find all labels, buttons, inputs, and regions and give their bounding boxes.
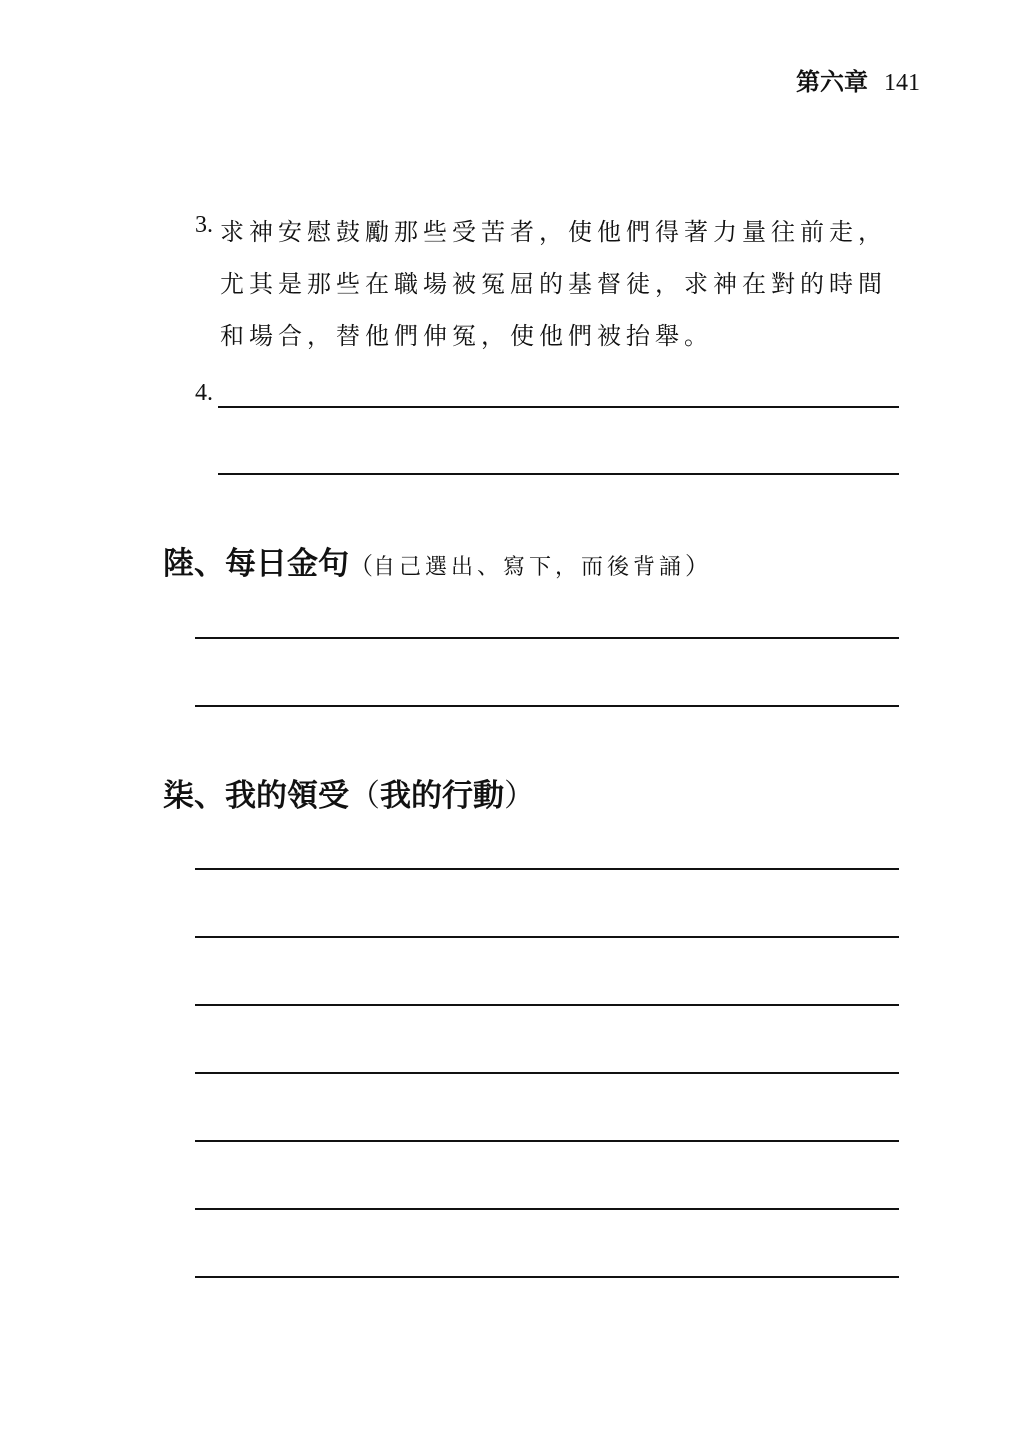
- section-daily-verse-heading: [163, 538, 709, 583]
- reception-writing-line-6[interactable]: [195, 1208, 899, 1210]
- section-my-reception-heading: [163, 770, 535, 815]
- item-3-line-1: 求神安慰鼓勵那些受苦者，使他們得著力量往前走，: [220, 218, 887, 246]
- section-my-reception-subheading: 我的行動: [380, 778, 504, 814]
- section-daily-verse-title: 陸、每日金句: [163, 546, 349, 582]
- item-3-line-3: 和場合，替他們伸冤，使他們被抬舉。: [220, 322, 713, 350]
- subheading-close-paren: ）: [504, 778, 535, 814]
- item-4-writing-line-1[interactable]: [218, 406, 899, 408]
- daily-verse-writing-line-1[interactable]: [195, 637, 899, 639]
- item-4-number: 4.: [195, 380, 213, 406]
- page-header: [796, 62, 920, 97]
- reception-writing-line-1[interactable]: [195, 868, 899, 870]
- chapter-label: 第六章: [796, 67, 868, 96]
- page-number: 141: [884, 70, 920, 96]
- daily-verse-writing-line-2[interactable]: [195, 705, 899, 707]
- reception-writing-line-5[interactable]: [195, 1140, 899, 1142]
- reception-writing-line-7[interactable]: [195, 1276, 899, 1278]
- item-4-writing-line-2[interactable]: [218, 473, 899, 475]
- note-open-paren: （: [349, 552, 373, 580]
- section-my-reception-title: 柒、我的領受: [163, 778, 349, 814]
- reception-writing-line-3[interactable]: [195, 1004, 899, 1006]
- subheading-open-paren: （: [349, 778, 380, 814]
- reception-writing-line-4[interactable]: [195, 1072, 899, 1074]
- section-daily-verse-note: 自己選出、寫下，而後背誦: [373, 555, 686, 580]
- note-close-paren: ）: [685, 552, 710, 580]
- item-3-line-2: 尤其是那些在職場被冤屈的基督徒，求神在對的時間: [220, 270, 887, 298]
- reception-writing-line-2[interactable]: [195, 936, 899, 938]
- item-3-number: 3.: [195, 212, 213, 238]
